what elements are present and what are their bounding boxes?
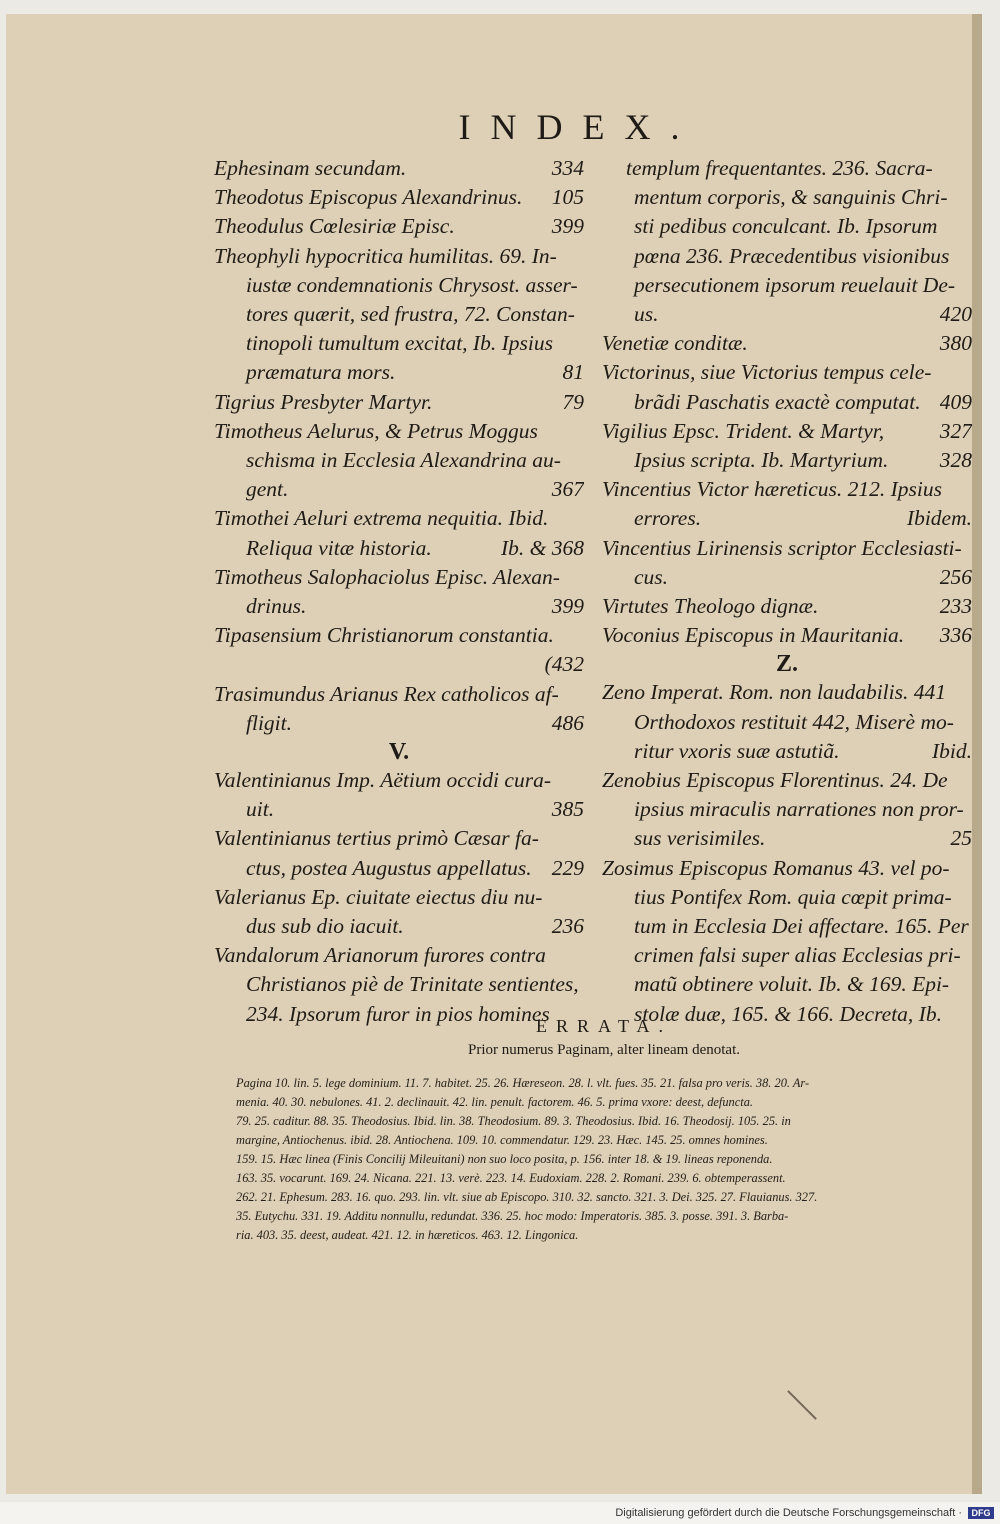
entry-text: Timotheus Aelurus, & Petrus Moggus [214, 418, 538, 443]
entry-line [602, 358, 972, 387]
index-entry [214, 242, 584, 388]
entry-line [214, 970, 584, 999]
page-number: 336 [939, 623, 972, 648]
entry-text: templum frequentantes. 236. Sacra- [626, 156, 933, 180]
entry-text: ipsius miraculis narrationes non pror- [634, 797, 964, 822]
ink-mark [787, 1390, 817, 1420]
entry-text: tores quærit, sed frustra, 72. Constan- [246, 302, 575, 327]
entry-line [214, 534, 584, 563]
entry-text: Zosimus Episcopus Romanus 43. vel po- [602, 855, 950, 880]
page-number: 409 [939, 389, 972, 414]
page-number: 79 [562, 389, 584, 414]
entry-line [602, 271, 972, 300]
entry-text: Timothei Aeluri extrema nequitia. Ibid. [214, 506, 549, 531]
page-number: 256 [939, 564, 972, 589]
index-entry [214, 824, 584, 882]
page-number: 385 [551, 797, 584, 822]
index-entry [214, 154, 584, 183]
entry-line [602, 737, 972, 766]
entry-text: Virtutes Theologo dignæ. [602, 594, 819, 619]
page-number: Ibidem. [906, 506, 972, 531]
entry-line [602, 824, 972, 853]
entry-line [214, 709, 584, 738]
entry-line [214, 592, 584, 621]
entry-text: 234. Ipsorum furor in pios homines [246, 1001, 550, 1026]
entry-text: Zenobius Episcopus Florentinus. 24. De [602, 768, 948, 793]
entry-text: sti pedibus conculcant. Ib. Ipsorum [634, 214, 938, 239]
entry-line [214, 417, 584, 446]
page-number: 81 [562, 360, 584, 385]
index-entry [602, 358, 972, 416]
entry-line [602, 183, 972, 212]
index-entry [214, 680, 584, 738]
entry-text: pœna 236. Præcedentibus visionibus [634, 243, 950, 268]
entry-line [214, 766, 584, 795]
index-entry [214, 766, 584, 824]
entry-text: Vigilius Epsc. Trident. & Martyr, [602, 418, 885, 443]
entry-text: stolæ duæ, 165. & 166. Decreta, Ib. [634, 1001, 942, 1026]
entry-text: matũ obtinere voluit. Ib. & 169. Epi- [634, 972, 950, 997]
index-entry [214, 563, 584, 621]
errata-subtitle: Prior numerus Paginam, alter lineam denotat. [467, 1042, 740, 1058]
index-entry [214, 883, 584, 941]
footer-bar [0, 1502, 1000, 1524]
section-letter: V. [388, 739, 410, 766]
entry-line [214, 475, 584, 504]
index-entry [214, 183, 584, 212]
entry-line [602, 446, 972, 475]
entry-line [602, 854, 972, 883]
index-entry [214, 388, 584, 417]
entry-line [602, 592, 972, 621]
entry-text: Theodulus Cœlesiriæ Episc. [214, 214, 455, 239]
errata-line: 159. 15. Hæc linea (Finis Concilij Mileuitani) non suo loco posita, p. 156. inter 18. & 19. lineas reponenda. [236, 1152, 773, 1166]
index-entry [214, 504, 584, 562]
errata-line: menia. 40. 30. nebulones. 41. 2. declinauit. 42. lin. penult. factorem. 46. 5. prima vxore: deest, defuncta. [236, 1095, 753, 1109]
entry-text: Trasimundus Arianus Rex catholicos af- [214, 681, 559, 706]
errata-body [236, 1074, 956, 1245]
page-number: 229 [551, 855, 584, 880]
entry-line [602, 621, 972, 650]
page-number: 334 [551, 156, 584, 180]
entry-text: Voconius Episcopus in Mauritania. [602, 623, 905, 648]
entry-line [214, 621, 584, 650]
entry-line [214, 271, 584, 300]
book-page [6, 14, 982, 1494]
entry-text: brãdi Paschatis exactè computat. [634, 389, 921, 414]
page-number: 233 [939, 594, 972, 619]
entry-text: gent. [246, 477, 289, 502]
entry-line [602, 212, 972, 241]
entry-line [214, 824, 584, 853]
entry-text: Vincentius Victor hæreticus. 212. Ipsius [602, 477, 942, 502]
errata-line: 163. 35. vocarunt. 169. 24. Nicana. 221. 13. verè. 223. 14. Eudoxiam. 228. 2. Romani. 239. 6. obtemperassent. [236, 1171, 786, 1185]
entry-text: Tipasensium Christianorum constantia. [214, 623, 554, 648]
errata-title: ERRATA. [535, 1016, 673, 1036]
entry-text: fligit. [246, 710, 292, 735]
entry-text: Ipsius scripta. Ib. Martyrium. [634, 448, 889, 473]
page-number: 380 [939, 331, 972, 356]
entry-text: drinus. [246, 594, 307, 619]
entry-text: ritur vxoris suæ astutiã. [634, 738, 840, 763]
entry-line [602, 534, 972, 563]
entry-text: iustæ condemnationis Chrysost. asser- [246, 272, 578, 297]
index-entry [602, 678, 972, 766]
entry-text: Valentinianus Imp. Aëtium occidi cura- [214, 768, 551, 793]
index-entry [602, 154, 972, 329]
entry-text: tinopoli tumultum excitat, Ib. Ipsius [246, 331, 553, 356]
entry-text: ctus, postea Augustus appellatus. [246, 855, 532, 880]
entry-text: dus sub dio iacuit. [246, 914, 404, 939]
entry-line [214, 300, 584, 329]
entry-text: tius Pontifex Rom. quia cœpit prima- [634, 884, 952, 909]
entry-text: Ephesinam secundam. [214, 156, 407, 180]
entry-line [602, 242, 972, 271]
entry-line [602, 300, 972, 329]
page-number: 25 [950, 826, 972, 851]
entry-line [214, 854, 584, 883]
entry-line [214, 941, 584, 970]
page-number: Ib. & 368 [500, 535, 584, 560]
index-entry [602, 592, 972, 621]
entry-text: cus. [634, 564, 669, 589]
entry-text: tum in Ecclesia Dei affectare. 165. Per [634, 914, 969, 939]
entry-line [602, 708, 972, 737]
errata-line: margine, Antiochenus. ibid. 28. Antiochena. 109. 10. commendatur. 129. 23. Hæc. 145. 25. omnes homines. [236, 1133, 768, 1147]
page-number: 399 [551, 214, 584, 239]
entry-text: Valerianus Ep. ciuitate eiectus diu nu- [214, 884, 543, 909]
index-column-left [214, 154, 584, 1029]
entry-line [602, 329, 972, 358]
page-number: (432 [544, 652, 584, 677]
errata-line: 262. 21. Ephesum. 283. 16. quo. 293. lin. vlt. siue ab Episcopo. 310. 32. sancto. 321. 3. Dei. 325. 27. Flauianus. 327. [236, 1190, 818, 1204]
entry-line [214, 183, 584, 212]
errata-line: Pagina 10. lin. 5. lege dominium. 11. 7. habitet. 25. 26. Hæreseon. 28. l. vlt. fues. 35. 21. falsa pro veris. 38. 20. Ar- [236, 1076, 810, 1090]
entry-text: schisma in Ecclesia Alexandrina au- [246, 448, 561, 473]
entry-line [214, 563, 584, 592]
errata-line: ria. 403. 35. deest, audeat. 421. 12. in hæreticos. 463. 12. Lingonica. [236, 1228, 579, 1242]
entry-line [214, 446, 584, 475]
entry-line [214, 912, 584, 941]
page-number: 328 [939, 448, 972, 473]
index-entry [602, 534, 972, 592]
entry-line [602, 883, 972, 912]
index-entry [602, 329, 972, 358]
entry-text: Venetiæ conditæ. [602, 331, 748, 356]
page-number: 105 [551, 185, 584, 210]
dfg-logo-icon: DFG [968, 1507, 994, 1519]
entry-line [214, 650, 584, 679]
index-entry [602, 475, 972, 533]
entry-text: Timotheus Salophaciolus Episc. Alexan- [214, 564, 560, 589]
entry-text: Valentinianus tertius primò Cæsar fa- [214, 826, 539, 851]
page-number: Ibid. [931, 738, 972, 763]
entry-text: us. [634, 302, 659, 327]
entry-line [602, 504, 972, 533]
page-number: 486 [551, 710, 584, 735]
index-entry [602, 417, 972, 475]
entry-text: Zeno Imperat. Rom. non laudabilis. 441 [602, 680, 946, 705]
entry-line [602, 795, 972, 824]
index-entry [214, 417, 584, 505]
entry-text: Reliqua vitæ historia. [246, 535, 432, 560]
index-entry [214, 212, 584, 241]
entry-line [214, 154, 584, 183]
entry-text: Christianos piè de Trinitate sentientes, [246, 972, 579, 997]
page-number: 327 [939, 418, 972, 443]
index-entry [214, 621, 584, 679]
entry-text: Theodotus Episcopus Alexandrinus. [214, 185, 523, 210]
errata-line: 35. Eutychu. 331. 19. Additu nonnullu, redundat. 336. 25. hoc modo: Imperatoris. 385. 3. posse. 391. 3. Barba- [236, 1209, 789, 1223]
entry-text: præmatura mors. [246, 360, 396, 385]
entry-line [602, 417, 972, 446]
index-entry [602, 766, 972, 854]
index-entry [602, 621, 972, 650]
entry-text: Victorinus, siue Victorius tempus cele- [602, 360, 932, 385]
footer-credit: Digitalisierung gefördert durch die Deutsche Forschungsgemeinschaft · [615, 1507, 962, 1519]
entry-text: Theophyli hypocritica humilitas. 69. In- [214, 243, 557, 268]
entry-line [602, 678, 972, 707]
errata-line: 79. 25. caditur. 88. 35. Theodosius. Ibid. lin. 38. Theodosium. 89. 3. Theodosius. Ibid. 16. Theodosij. 105. 25. in [236, 1114, 791, 1128]
index-column-right [602, 154, 972, 1029]
entry-line [214, 358, 584, 387]
entry-text: mentum corporis, & sanguinis Chri- [634, 185, 948, 210]
entry-line [214, 388, 584, 417]
entry-line [602, 766, 972, 795]
entry-text: sus verisimiles. [634, 826, 766, 851]
index-entry [602, 854, 972, 1029]
page-number: 367 [551, 477, 584, 502]
entry-line [214, 212, 584, 241]
entry-line [602, 563, 972, 592]
entry-line [214, 329, 584, 358]
entry-text: errores. [634, 506, 702, 531]
entry-line [602, 941, 972, 970]
entry-line [214, 504, 584, 533]
entry-line [214, 680, 584, 709]
entry-text: crimen falsi super alias Ecclesias pri- [634, 943, 961, 968]
entry-line [602, 475, 972, 504]
page-header: INDEX. [458, 107, 700, 147]
entry-line [602, 388, 972, 417]
entry-text: Tigrius Presbyter Martyr. [214, 389, 433, 414]
page-number: 399 [551, 594, 584, 619]
section-letter: Z. [775, 651, 798, 678]
entry-line [602, 912, 972, 941]
entry-text: Vandalorum Arianorum furores contra [214, 943, 546, 968]
entry-line [214, 795, 584, 824]
entry-line [602, 970, 972, 999]
entry-text: Vincentius Lirinensis scriptor Ecclesiasti- [602, 535, 962, 560]
page-number: 420 [939, 302, 972, 327]
entry-text: persecutionem ipsorum reuelauit De- [634, 272, 956, 297]
entry-text: uit. [246, 797, 275, 822]
entry-line [602, 154, 972, 183]
entry-line [214, 883, 584, 912]
page-number: 236 [551, 914, 584, 939]
entry-line [214, 242, 584, 271]
entry-text: Orthodoxos restituit 442, Miserè mo- [634, 709, 954, 734]
